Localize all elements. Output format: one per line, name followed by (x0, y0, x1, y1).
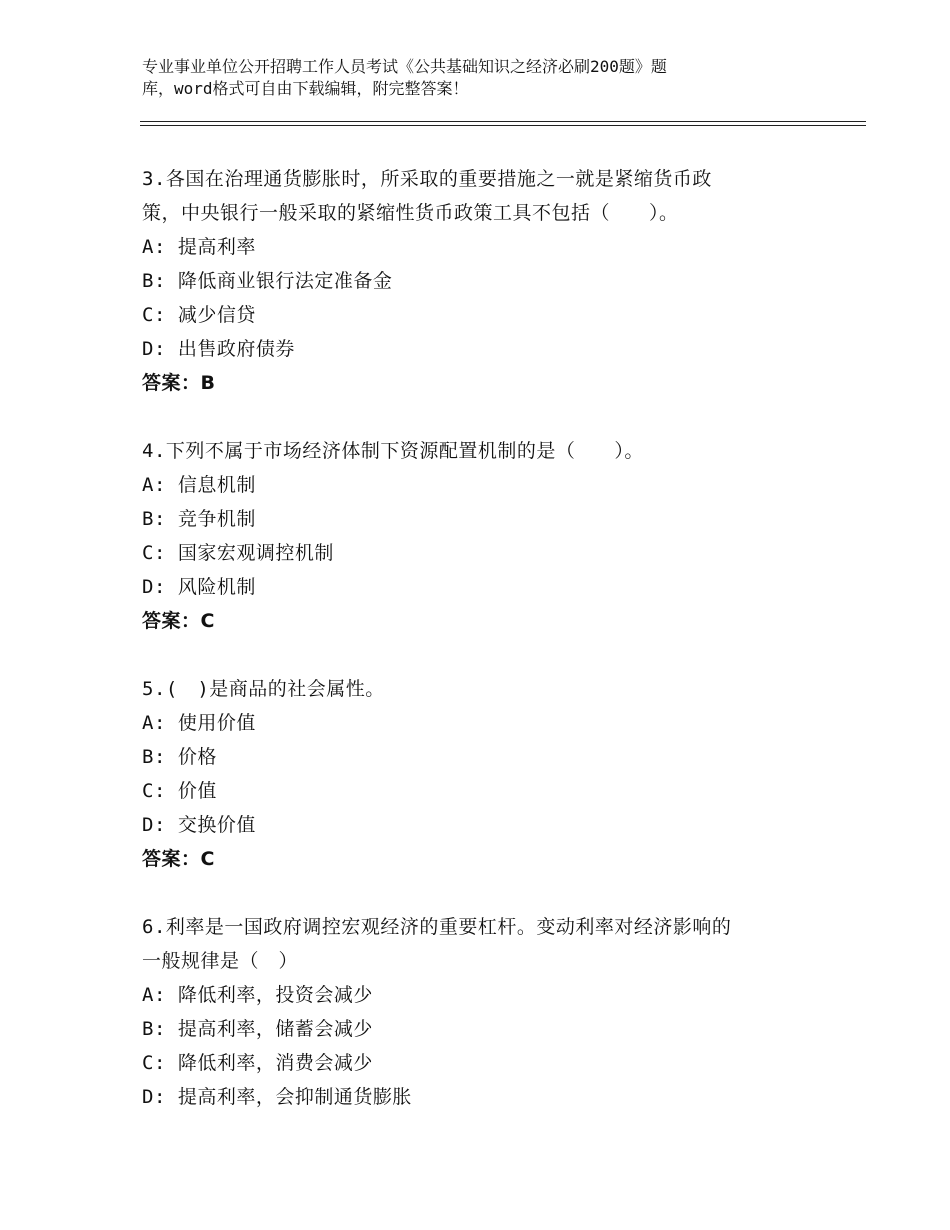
option-a: A: 提高利率 (142, 236, 256, 258)
question-stem: 5.( )是商品的社会属性。 (142, 678, 385, 700)
header-divider-top (140, 121, 866, 122)
option-c: C: 国家宏观调控机制 (142, 542, 334, 564)
option-a: A: 降低利率，投资会减少 (142, 984, 373, 1006)
question-list (142, 162, 842, 1148)
question-3 (142, 162, 842, 400)
option-b: B: 提高利率，储蓄会减少 (142, 1018, 373, 1040)
option-d: D: 提高利率，会抑制通货膨胀 (142, 1086, 412, 1108)
header-divider-bottom (140, 125, 866, 126)
question-stem: 6.利率是一国政府调控宏观经济的重要杠杆。变动利率对经济影响的 (142, 916, 732, 938)
question-stem: 3.各国在治理通货膨胀时，所采取的重要措施之一就是紧缩货币政 (142, 168, 712, 190)
option-c: C: 价值 (142, 780, 217, 802)
option-a: A: 使用价值 (142, 712, 256, 734)
question-4 (142, 434, 842, 638)
option-d: D: 出售政府债券 (142, 338, 295, 360)
answer-label: 答案：C (142, 848, 215, 870)
answer-label: 答案：B (142, 372, 216, 394)
option-c: C: 降低利率，消费会减少 (142, 1052, 373, 1074)
option-b: B: 价格 (142, 746, 217, 768)
option-d: D: 风险机制 (142, 576, 256, 598)
option-a: A: 信息机制 (142, 474, 256, 496)
option-c: C: 减少信贷 (142, 304, 256, 326)
question-stem: 一般规律是（ ） (142, 950, 299, 972)
option-b: B: 降低商业银行法定准备金 (142, 270, 393, 292)
document-header (142, 56, 822, 100)
answer-label: 答案：C (142, 610, 215, 632)
question-stem: 4.下列不属于市场经济体制下资源配置机制的是（ ）。 (142, 440, 644, 462)
option-b: B: 竞争机制 (142, 508, 256, 530)
question-5 (142, 672, 842, 876)
option-d: D: 交换价值 (142, 814, 256, 836)
header-title-line-1: 专业事业单位公开招聘工作人员考试《公共基础知识之经济必刷200题》题 (142, 57, 667, 76)
question-6 (142, 910, 842, 1114)
question-stem: 策，中央银行一般采取的紧缩性货币政策工具不包括（ ）。 (142, 202, 679, 224)
header-title-line-2: 库，word格式可自由下载编辑，附完整答案！ (142, 79, 469, 98)
